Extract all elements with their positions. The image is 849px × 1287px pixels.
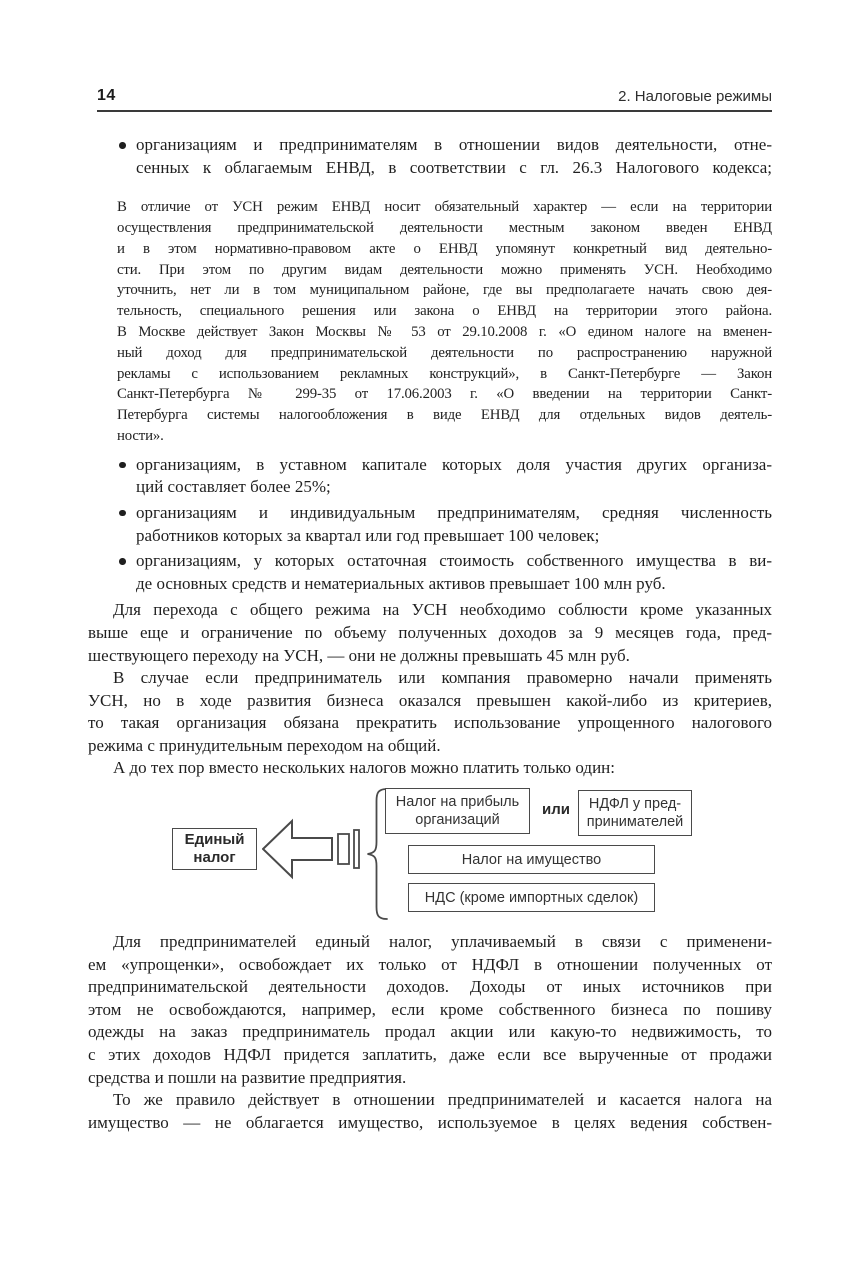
text-line: и в этом нормативно-правовом акте о ЕНВД упомянут конкретный вид деятельно- [117,240,772,257]
text-line: работников которых за квартал или год превышает 100 человек; [136,525,600,545]
text-line: организациям и индивидуальным предпринимателям, средняя численность [136,502,772,522]
text-line: Для предпринимателей единый налог, уплачиваемый в связи с применени- [113,932,772,952]
bar-icon [338,834,349,864]
text-line: В отличие от УСН режим ЕНВД носит обязательный характер — если на территории [117,199,772,216]
bullet-text [136,502,772,547]
text-line: предпринимательской деятельности доходов. Доходы от иных источников при [88,977,772,997]
text-line: Петербурга системы налогообложения в виде ЕНВД для отдельных видов деятель- [117,407,772,424]
list-item [88,550,772,595]
vat-box [408,883,655,912]
profit-tax-label: организаций [415,812,500,829]
bullet-icon [119,510,126,517]
profit-tax-label: Налог на прибыль [395,794,520,811]
page-header [88,87,772,105]
chapter-title: 2. Налоговые режимы [618,88,772,105]
paragraph [88,931,772,1089]
paragraph [88,1089,772,1134]
single-tax-label: налог [193,849,236,867]
personal-income-tax-box [578,790,692,836]
text-line: выше еще и ограничение по объему полученных доходов за 9 месяцев года, пред- [88,622,772,642]
list-item [88,454,772,499]
text-line: с этих доходов НДФЛ придется заплатить, даже если все вырученные от продажи [88,1045,772,1065]
header-rule [97,110,772,112]
intro-bullet-list [88,134,772,179]
text-line: де основных средств и нематериальных активов превышает 100 млн руб. [136,573,666,593]
single-tax-box [172,828,257,870]
bullet-icon [119,558,126,565]
text-line: ный доход для предпринимательской деятельности по распространению наружной [117,344,772,361]
bar-icon [354,830,359,868]
text-line: имущество — не облагается имущество, используемое в целях ведения собствен- [88,1112,772,1132]
text-line: сти. При этом по другим видам деятельности можно применять УСН. Необходимо [117,261,772,278]
vat-label: НДС (кроме импортных сделок) [424,889,639,906]
list-item [88,502,772,547]
text-line: организациям, в уставном капитале которых доля участия других организа- [136,454,772,474]
text-line: режима с принудительным переходом на общий. [88,735,441,755]
text-line: В Москве действует Закон Москвы № 53 от 29.10.2008 г. «О едином налоге на вменен- [117,323,772,340]
bullet-icon [119,462,126,469]
text-line: УСН, но в ходе развития бизнеса оказался превышен какой-либо из критериев, [88,690,772,710]
text-line: ций составляет более 25%; [136,477,331,497]
note-text [117,197,772,447]
text-line: тельность, специального решения или закона о ЕНВД на территории этого района. [117,303,772,320]
property-tax-label: Налог на имущество [461,851,602,868]
single-tax-diagram [88,787,772,922]
page-number: 14 [97,87,116,104]
text-line: уточнить, нет ли в том муниципальном районе, где вы предполагаете начать свою дея- [117,282,772,299]
single-tax-label: Единый [184,831,245,849]
text-line: этом не освобождаются, например, если кроме собственного бизнеса по пошиву [88,999,772,1019]
text-line: ности». [117,427,164,444]
text-line: то такая организация обязана прекратить использование упрощенного налогового [88,713,772,733]
text-line: То же правило действует в отношении предпринимателей и касается налога на [113,1090,772,1110]
note-block [117,197,772,447]
paragraph [88,667,772,757]
text-line: шествующего переходу на УСН, — они не должны превышать 45 млн руб. [88,645,630,665]
paragraph [88,757,772,780]
paragraph [88,599,772,667]
book-page [0,87,849,1287]
bullet-text [136,134,772,179]
bullet-text [136,454,772,499]
text-line: сенных к облагаемым ЕНВД, в соответствии с гл. 26.3 Налогового кодекса; [136,157,772,177]
text-line: ем «упрощенки», освобождает их только от НДФЛ в отношении полученных от [88,954,772,974]
property-tax-box [408,845,655,874]
bullet-icon [119,142,126,149]
bullet-text [136,550,772,595]
text-line: рекламы с использованием рекламных конструкций», в Санкт-Петербурге — Закон [117,365,772,382]
block-arrow-left-icon [262,818,362,880]
list-item [88,134,772,179]
text-line: организациям и предпринимателям в отношении видов деятельности, отне- [136,135,772,154]
text-line: осуществления предпринимательской деятельности местным законом введен ЕНВД [117,219,772,236]
text-line: А до тех пор вместо нескольких налогов можно платить только один: [113,758,615,778]
text-line: Для перехода с общего режима на УСН необходимо соблюсти кроме указанных [113,600,772,620]
text-line: одежды на заказ предприниматель продал акции или какую-то недвижимость, то [88,1022,772,1042]
text-line: организациям, у которых остаточная стоимость собственного имущества в ви- [136,551,772,571]
or-connector-label: или [542,801,570,819]
text-line: В случае если предприниматель или компания правомерно начали применять [113,668,772,688]
personal-income-tax-label: НДФЛ у пред- [588,796,682,813]
text-line: Санкт-Петербурга № 299-35 от 17.06.2003 г. «О введении на территории Санкт- [117,386,772,403]
text-line: средства и пошли на развитие предприятия. [88,1067,407,1087]
profit-tax-box [385,788,530,834]
criteria-bullet-list [88,454,772,596]
personal-income-tax-label: принимателей [586,814,684,831]
